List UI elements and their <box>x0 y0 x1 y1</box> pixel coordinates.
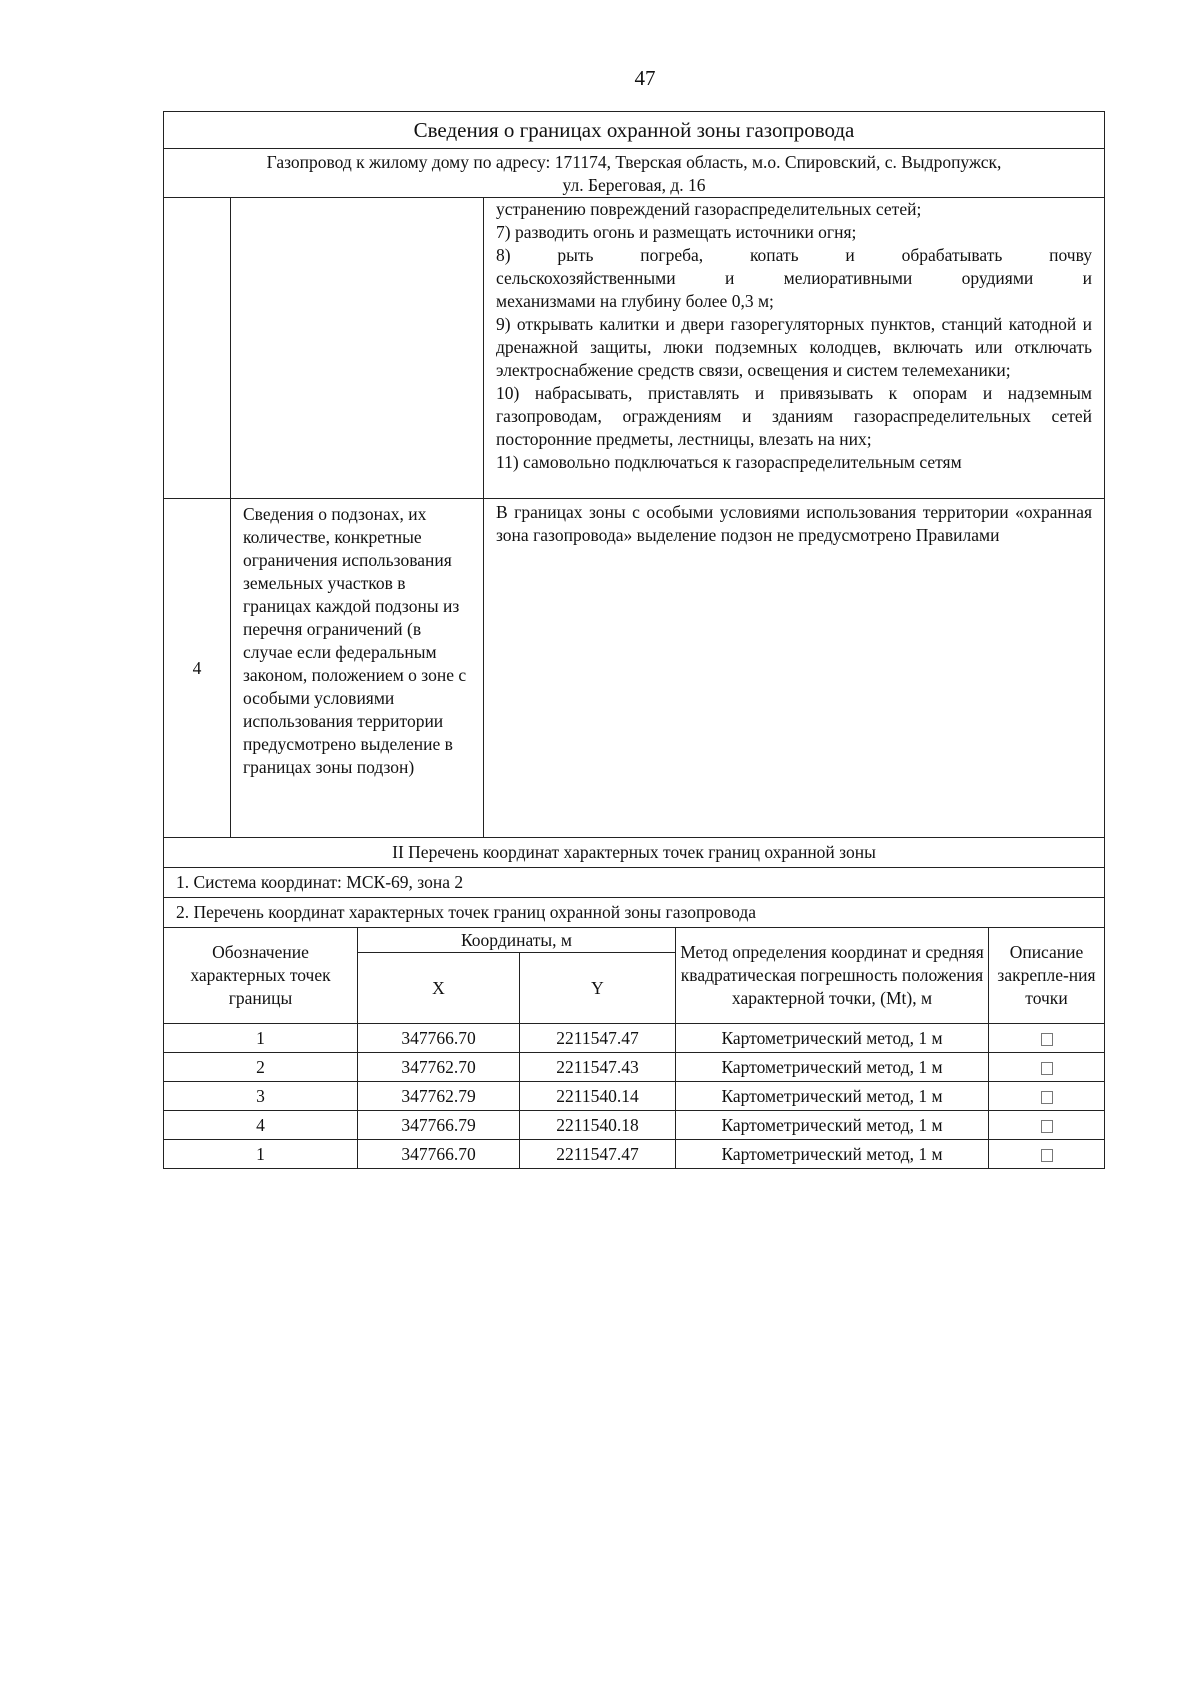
continued-content-cell <box>484 198 1105 499</box>
cell-point: 1 <box>164 1024 358 1053</box>
document-body <box>163 111 1104 1169</box>
cell-x: 347766.70 <box>358 1140 520 1169</box>
header-y: Y <box>520 953 676 1024</box>
item-10: 10) набрасывать, приставлять и привязывать к опорам и надземным газопроводам, ограждениям и зданиям газораспределительных сетей посторонние предметы, лестницы, влезать на них; <box>496 383 1093 449</box>
empty-box-icon <box>1041 1062 1053 1075</box>
table-row <box>164 1053 1105 1082</box>
coord-list-title-row <box>164 898 1105 928</box>
title-row <box>164 112 1105 149</box>
address-line-1: Газопровод к жилому дому по адресу: 171174, Тверская область, м.о. Спировский, с. Выдропужск, <box>266 152 1002 172</box>
continued-name-cell <box>231 198 484 499</box>
table-row <box>164 1024 1105 1053</box>
continued-line: устранению повреждений газораспределительных сетей; <box>496 199 922 219</box>
item-9: 9) открывать калитки и двери газорегуляторных пунктов, станций катодной и дренажной защиты, люки подземных колодцев, включать или отключать электроснабжение средств связи, освещения и систем телемеханики; <box>496 314 1093 380</box>
cell-description <box>989 1024 1105 1053</box>
cell-x: 347766.79 <box>358 1111 520 1140</box>
row-4-number: 4 <box>164 499 231 838</box>
page-number: 47 <box>634 66 656 90</box>
cell-description <box>989 1053 1105 1082</box>
cell-point: 2 <box>164 1053 358 1082</box>
address-line-2: ул. Береговая, д. 16 <box>562 175 706 195</box>
header-description: Описание закрепле-ния точки <box>989 928 1105 1024</box>
row-4-name: Сведения о подзонах, их количестве, конкретные ограничения использования земельных участков в границах каждой подзоны из перечня ограничений (в случае если федеральным законом, положением о зоне с особыми условиями использования территории предусмотрено выделение в границах зоны подзон) <box>231 499 484 838</box>
item-11: 11) самовольно подключаться к газораспределительным сетям <box>496 452 962 472</box>
cell-method: Картометрический метод, 1 м <box>676 1111 989 1140</box>
table-row <box>164 1140 1105 1169</box>
cell-method: Картометрический метод, 1 м <box>676 1140 989 1169</box>
table-row <box>164 1111 1105 1140</box>
empty-box-icon <box>1041 1091 1053 1104</box>
empty-box-icon <box>1041 1149 1053 1162</box>
continued-line: 7) разводить огонь и размещать источники огня; <box>496 222 857 242</box>
header-coords: Координаты, м <box>358 928 676 953</box>
address-cell <box>164 149 1105 198</box>
cell-description <box>989 1140 1105 1169</box>
cell-description <box>989 1082 1105 1111</box>
cell-y: 2211540.14 <box>520 1082 676 1111</box>
header-x: X <box>358 953 520 1024</box>
item-8-line-1: 8) рыть погреба, копать и обрабатывать почву <box>496 245 1093 265</box>
cell-y: 2211547.47 <box>520 1140 676 1169</box>
section-2-title: II Перечень координат характерных точек границ охранной зоны <box>164 838 1105 868</box>
empty-box-icon <box>1041 1033 1053 1046</box>
item-8-line-3: механизмами на глубину более 0,3 м; <box>496 291 774 311</box>
continued-row <box>164 198 1105 499</box>
cell-point: 3 <box>164 1082 358 1111</box>
section-2-row <box>164 838 1105 868</box>
coord-system: 1. Система координат: МСК-69, зона 2 <box>164 868 1105 898</box>
item-8-line-2: сельскохозяйственными и мелиоративными орудиями и <box>496 268 1093 288</box>
cell-point: 1 <box>164 1140 358 1169</box>
coords-header-row <box>164 928 1105 953</box>
row-4 <box>164 499 1105 838</box>
table-row <box>164 1082 1105 1111</box>
cell-y: 2211547.47 <box>520 1024 676 1053</box>
empty-box-icon <box>1041 1120 1053 1133</box>
header-method-text: Метод определения координат и средняя квадратическая погрешность положения характерной точки, (Mt), м <box>680 942 984 1008</box>
continued-number-cell <box>164 198 231 499</box>
header-method <box>676 928 989 1024</box>
cell-description <box>989 1111 1105 1140</box>
header-point: Обозначение характерных точек границы <box>164 928 358 1024</box>
cell-y: 2211540.18 <box>520 1111 676 1140</box>
cell-x: 347762.79 <box>358 1082 520 1111</box>
row-4-content: В границах зоны с особыми условиями использования территории «охранная зона газопровода» выделение подзон не предусмотрено Правилами <box>484 499 1105 838</box>
zone-info-table <box>163 111 1105 928</box>
cell-y: 2211547.43 <box>520 1053 676 1082</box>
coord-list-title: 2. Перечень координат характерных точек границ охранной зоны газопровода <box>164 898 1105 928</box>
cell-method: Картометрический метод, 1 м <box>676 1082 989 1111</box>
cell-point: 4 <box>164 1111 358 1140</box>
cell-x: 347766.70 <box>358 1024 520 1053</box>
coord-system-row <box>164 868 1105 898</box>
coordinates-table <box>163 927 1105 1169</box>
cell-method: Картометрический метод, 1 м <box>676 1024 989 1053</box>
document-title: Сведения о границах охранной зоны газопровода <box>164 112 1105 149</box>
address-row <box>164 149 1105 198</box>
cell-method: Картометрический метод, 1 м <box>676 1053 989 1082</box>
cell-x: 347762.70 <box>358 1053 520 1082</box>
